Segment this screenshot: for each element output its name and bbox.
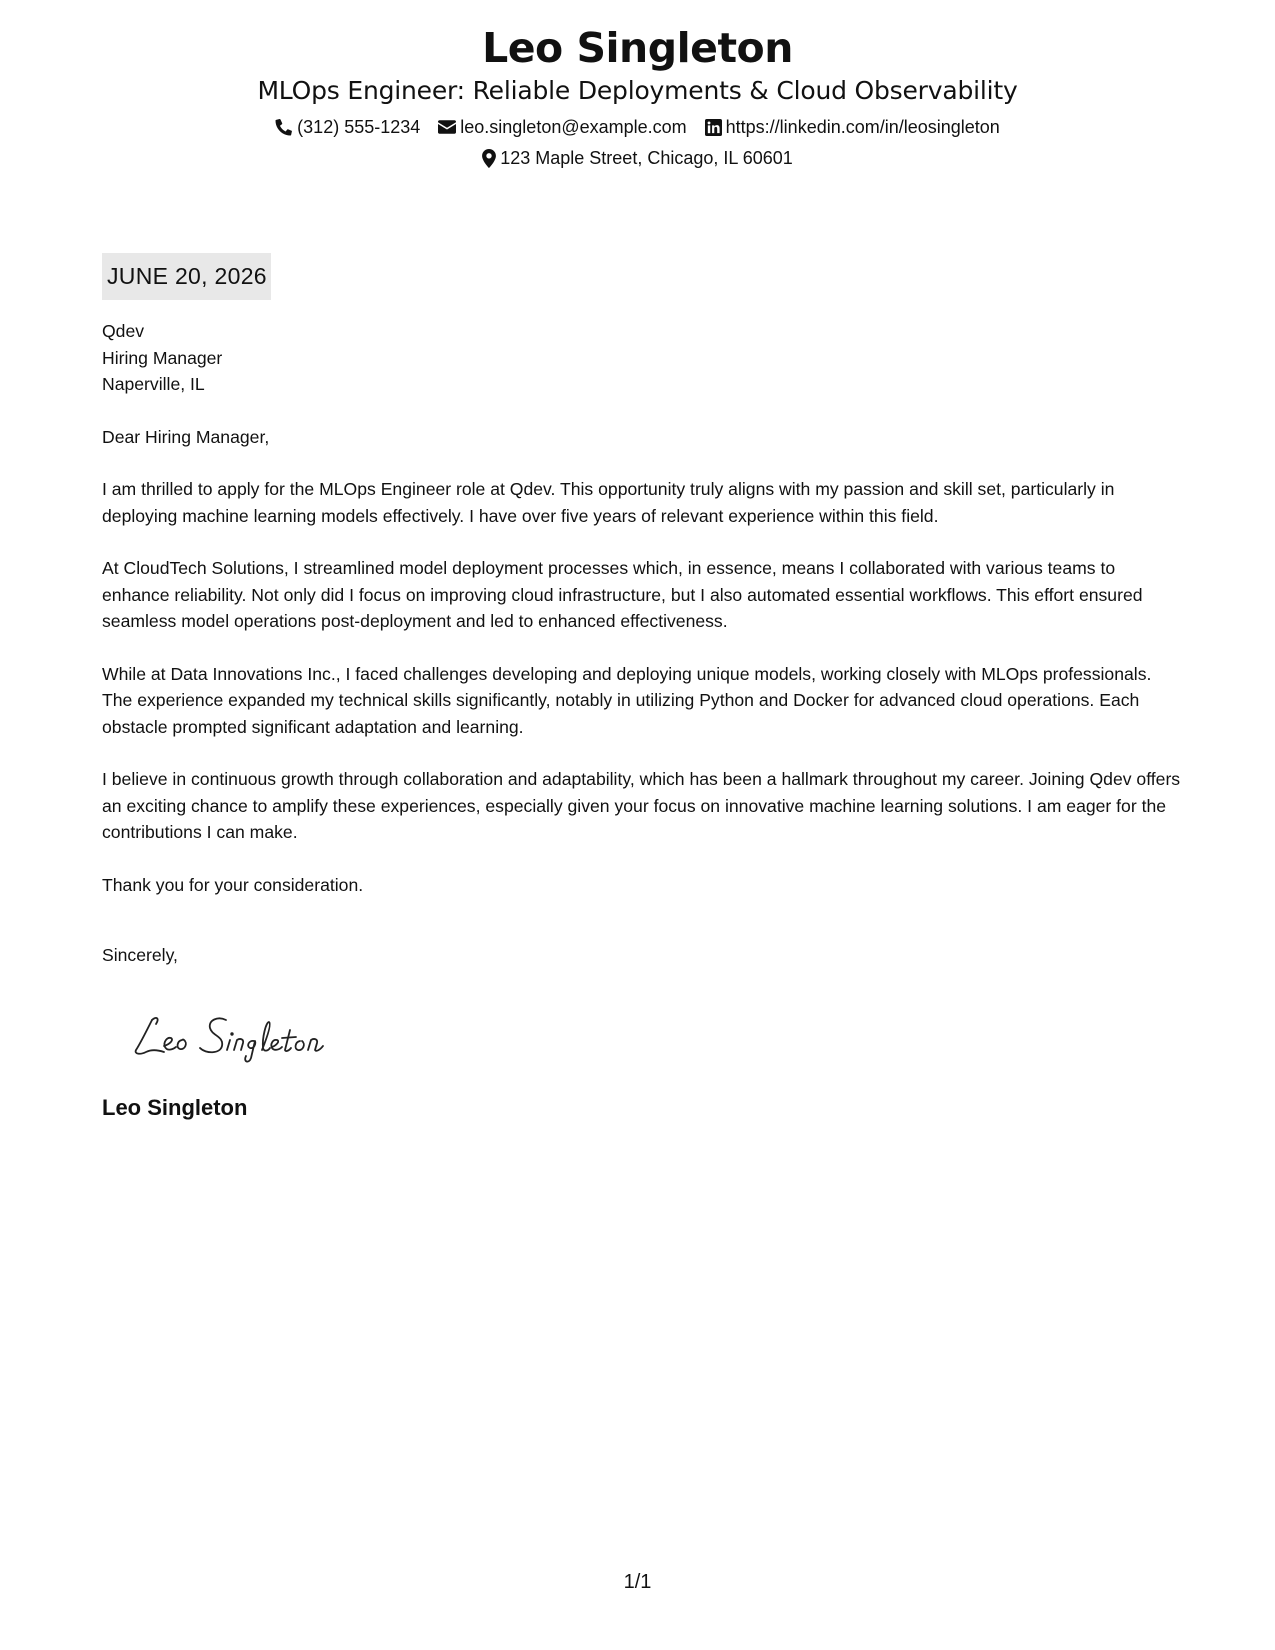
contact-email[interactable]: [438, 112, 686, 142]
letter-date: JUNE 20, 2026: [102, 253, 271, 300]
street-address: 123 Maple Street, Chicago, IL 60601: [500, 148, 793, 168]
email-address[interactable]: leo.singleton@example.com: [460, 117, 687, 137]
sender-name: Leo Singleton: [482, 24, 793, 72]
phone-number: (312) 555-1234: [297, 117, 421, 137]
paragraph-cloudtech: At CloudTech Solutions, I streamlined model deployment processes which, in essence, means I collaborated with various teams to enhance reliability. Not only did I focus on improving cloud infrastructure, but I also automated essential workflows. This effort ensured seamless model operations post-deployment and led to enhanced effectiveness.: [102, 558, 1143, 631]
contact-address: [482, 143, 793, 173]
paragraph-growth: I believe in continuous growth through collaboration and adaptability, which has been a hallmark throughout my career. Joining Qdev offers an exciting chance to amplify these experiences, especially given your focus on innovative machine learning solutions. I am eager for the contributions I can make.: [102, 769, 1181, 842]
letter-header: [0, 22, 1275, 173]
handwritten-signature: [130, 1006, 360, 1066]
letter-body: [102, 318, 1182, 969]
map-marker-icon: [482, 149, 496, 168]
sender-title: MLOps Engineer: Reliable Deployments & Cloud Observability: [257, 76, 1018, 105]
recipient-role: Hiring Manager: [102, 347, 223, 368]
closing-line: Thank you for your consideration.: [102, 874, 364, 895]
recipient-block: [102, 318, 1182, 398]
phone-icon: [275, 118, 293, 136]
contact-line-secondary: [0, 143, 1275, 173]
linkedin-icon: [705, 119, 722, 136]
signed-name: Leo Singleton: [102, 1095, 248, 1120]
contact-line-primary: [0, 112, 1275, 142]
paragraph-intro: I am thrilled to apply for the MLOps Engineer role at Qdev. This opportunity truly aligns with my passion and skill set, particularly in deploying machine learning models effectively. I have over five years of relevant experience within this field.: [102, 479, 1115, 526]
recipient-location: Naperville, IL: [102, 374, 205, 394]
envelope-icon: [438, 119, 456, 135]
salutation: Dear Hiring Manager,: [102, 426, 270, 447]
recipient-company: Qdev: [102, 321, 145, 341]
contact-linkedin[interactable]: [705, 112, 1000, 142]
paragraph-data-innovations: While at Data Innovations Inc., I faced challenges developing and deploying unique models, working closely with MLOps professionals. The experience expanded my technical skills significantly, notably in utilizing Python and Docker for advanced cloud operations. Each obstacle prompted significant adaptation and learning.: [102, 663, 1152, 737]
linkedin-url[interactable]: https://linkedin.com/in/leosingleton: [725, 117, 1000, 137]
signoff: Sincerely,: [102, 945, 178, 965]
contact-phone: [275, 112, 420, 142]
page-number: 1/1: [623, 1571, 652, 1593]
